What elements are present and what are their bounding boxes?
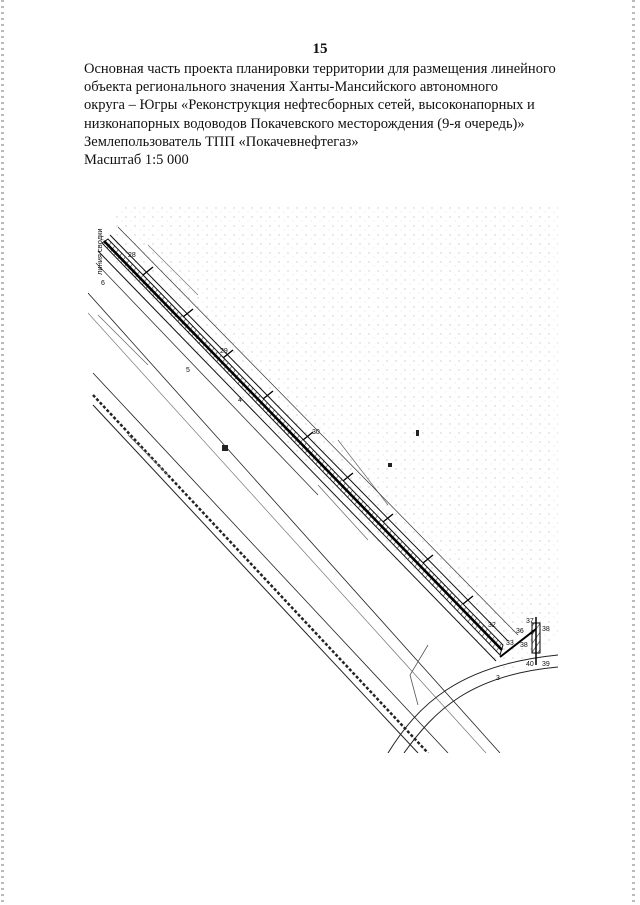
land-user-line: Землепользователь ТПП «Покачевнефтегаз» [84,133,359,150]
scan-edge-right [632,0,635,905]
document-heading [84,60,554,169]
heading-line-4: низконапорных водоводов Покачевского месторождения (9-я очередь)» [84,115,525,132]
map-point-label-38: 38 [542,626,550,633]
map-point-label-28: 28 [128,252,136,259]
map-point-label-39: 39 [542,661,550,668]
map-point-label-32: 32 [488,622,496,629]
heading-line-1: Основная часть проекта планировки территории для размещения линейного [84,61,556,77]
heading-line-3: округа – Югры «Реконструкция нефтесборных сетей, высоконапорных и [84,97,535,114]
map-point-label-37: 37 [526,618,534,625]
map-point-label-3: 3 [496,675,500,682]
heading-line-2: объекта регионального значения Ханты-Мансийского автономного [84,79,498,96]
page-number: 15 [312,41,328,57]
map-point-label-33: 33 [506,640,514,647]
planning-map [88,205,558,753]
map-point-label-6: 6 [101,280,105,287]
map-point-label-38b: 38 [520,642,528,649]
terrain-texture [108,205,558,675]
map-point-label-36: 36 [516,628,524,635]
map-point-label-4: 4 [238,397,242,404]
scan-edge-left [1,0,4,905]
map-point-label-5: 5 [186,367,190,374]
map-point-label-40: 40 [526,661,534,668]
scale-line: Масштаб 1:5 000 [84,152,189,169]
boundary-label: линия сводки [95,228,104,275]
map-point-label-30: 30 [312,429,320,436]
map-point-label-29: 29 [220,348,228,355]
planning-map-drawing [88,205,558,753]
